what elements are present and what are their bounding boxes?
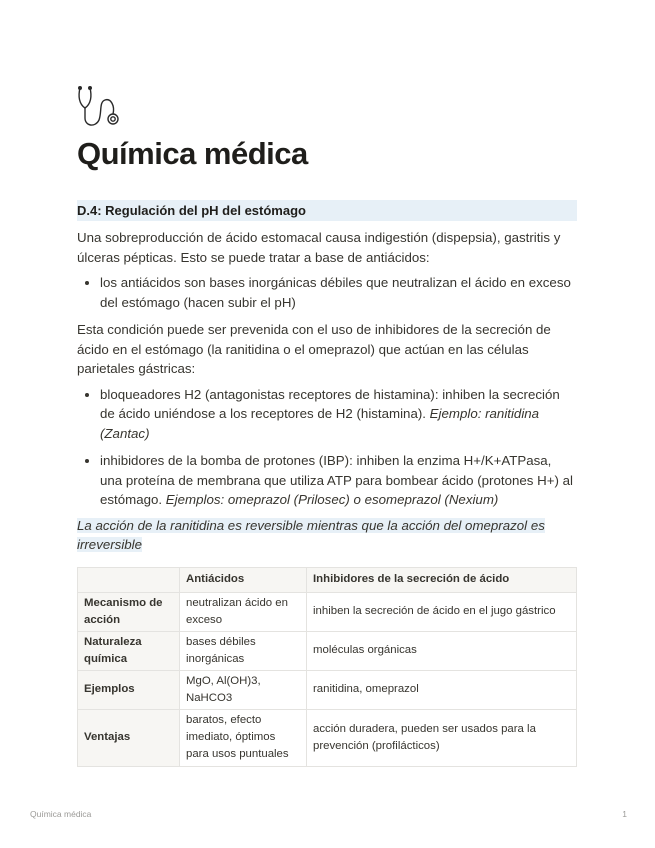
table-header-row [78,567,577,592]
highlight-note-text: La acción de la ranitidina es reversible mientras que la acción del omeprazol es irreversible [77,517,545,552]
list-item [100,385,577,444]
row-header-cell: Ejemplos [78,670,180,709]
stethoscope-icon [77,84,125,130]
section-content [77,200,577,767]
list-item-example: Ejemplos: omeprazol (Prilosec) o esomeprazol (Nexium) [165,492,499,507]
table-row [78,592,577,631]
table-header-cell: Inhibidores de la secreción de ácido [307,567,577,592]
footer-title: Química médica [30,809,92,819]
section-heading: D.4: Regulación del pH del estómago [77,200,577,221]
list-item-text: inhibidores de la bomba de protones (IBP): inhiben la enzima H+/K+ATPasa, una proteína de membrana que utiliza ATP para bombear ácido (protones H+) al estómago. [100,453,573,507]
highlight-note [77,516,577,555]
table-cell: acción duradera, pueden ser usados para la prevención (profilácticos) [307,709,577,766]
table-cell: bases débiles inorgánicas [180,631,307,670]
row-header-cell: Naturaleza química [78,631,180,670]
table-cell: MgO, Al(OH)3, NaHCO3 [180,670,307,709]
table-header-cell [78,567,180,592]
row-header-cell: Mecanismo de acción [78,592,180,631]
list-item-example: Ejemplo: ranitidina (Zantac) [100,406,540,441]
page-number: 1 [622,809,627,819]
table-cell: baratos, efecto imediato, óptimos para usos puntuales [180,709,307,766]
table-cell: neutralizan ácido en exceso [180,592,307,631]
list-item [100,451,577,510]
table-header-cell: Antiácidos [180,567,307,592]
table-cell: inhiben la secreción de ácido en el jugo gástrico [307,592,577,631]
table-row [78,670,577,709]
page-title: Química médica [77,136,308,171]
table-row [78,709,577,766]
antacid-list [77,273,577,312]
comparison-table [77,567,577,767]
prevention-paragraph: Esta condición puede ser prevenida con el uso de inhibidores de la secreción de ácido en el estómago (la ranitidina o el omeprazol) que actúan en las células parietales gástricas: [77,322,551,376]
table-cell: moléculas orgánicas [307,631,577,670]
table-cell: ranitidina, omeprazol [307,670,577,709]
inhibitor-list [77,385,577,510]
list-item: • los antiácidos son bases inorgánicas débiles que neutralizan el ácido en exceso del estómago (hacen subir el pH) [100,273,577,312]
row-header-cell: Ventajas [78,709,180,766]
intro-paragraph: Una sobreproducción de ácido estomacal causa indigestión (dispepsia), gastritis y úlceras pépticas. Esto se puede tratar a base de antiácidos: [77,230,561,265]
list-item-text: bloqueadores H2 (antagonistas receptores de histamina): inhiben la secreción de ácido uniéndose a los receptores de H2 (histamina). [100,386,560,421]
table-row [78,631,577,670]
